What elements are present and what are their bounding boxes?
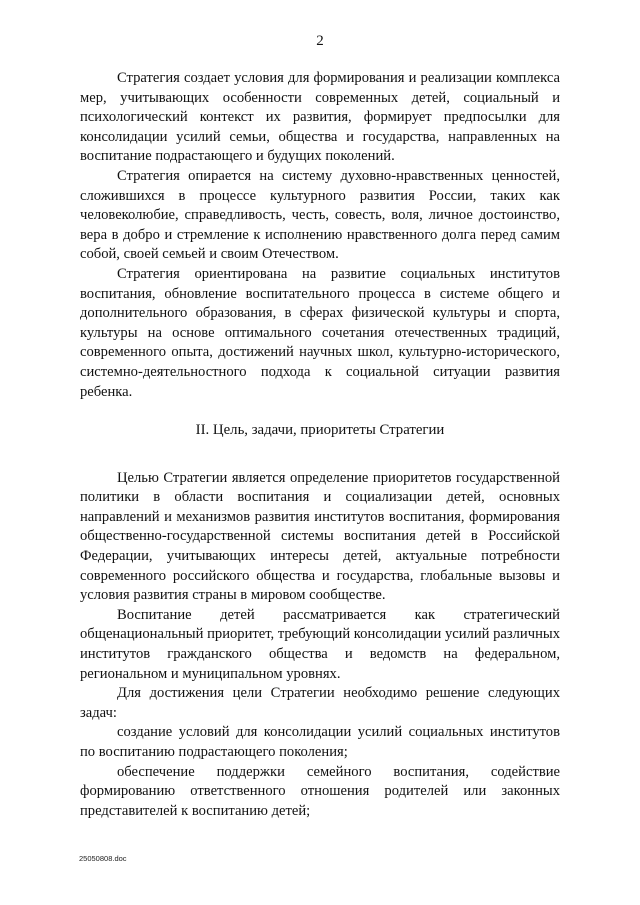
section-heading: II. Цель, задачи, приоритеты Стратегии [195,422,445,439]
paragraph: Воспитание детей рассматривается как стратегический общенациональный приоритет, требующий консолидации усилий различных институтов гражданского общества и ведомств на федеральном, региональном и муниципальном уровнях. [80,606,560,682]
paragraph: Для достижения цели Стратегии необходимо решение следующих задач: [80,685,560,721]
document-filename: 25050808.doc [79,854,127,863]
paragraph: Стратегия опирается на систему духовно-нравственных ценностей, сложившихся в процессе культурного развития России, таких как человеколюбие, справедливость, честь, совесть, воля, личное достоинство, вера в добро и стремление к исполнению нравственного долга перед самим собой, своей семьей и своим Отечеством. [80,167,560,263]
paragraph: Стратегия ориентирована на развитие социальных институтов воспитания, обновление воспитательного процесса в системе общего и дополнительного образования, в сферах физической культуры и спорта, культуры на основе оптимального сочетания отечественных традиций, современного опыта, достижений научных школ, культурно-исторического, системно-деятельностного подхода к социальной ситуации развития ребенка. [80,265,560,400]
page-number: 2 [316,33,324,49]
document-body [80,69,560,821]
task-item: создание условий для консолидации усилий социальных институтов по воспитанию подрастающего поколения; [80,724,560,760]
task-item: обеспечение поддержки семейного воспитания, содействие формированию ответственного отношения родителей или законных представителей к воспитанию детей; [80,763,560,819]
paragraph: Стратегия создает условия для формирования и реализации комплекса мер, учитывающих особенности современных детей, социальный и психологический контекст их развития, формирует предпосылки для консолидации усилий семьи, общества и государства, направленных на воспитание подрастающего и будущих поколений. [80,70,560,165]
paragraph: Целью Стратегии является определение приоритетов государственной политики в области воспитания и социализации детей, основных направлений и механизмов развития институтов воспитания, формирования общественно-государственной системы воспитания детей в Российской Федерации, учитывающих интересы детей, актуальные потребности современного российского общества и государства, глобальные вызовы и условия развития страны в мировом сообществе. [80,469,560,604]
